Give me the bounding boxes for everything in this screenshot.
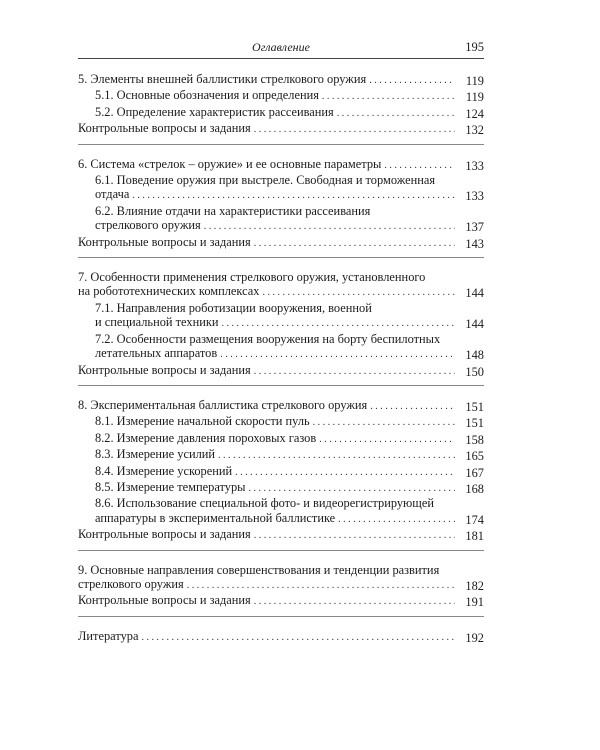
toc-page-number: 167 [465,465,484,480]
toc-section [78,398,484,551]
toc-page [78,40,484,657]
toc-subsection-entry[interactable] [78,301,484,332]
toc-subsection-entry[interactable] [78,414,484,430]
dot-leader [254,235,455,251]
toc-entry-text: 8.4. Измерение ускорений [95,463,233,478]
toc-subsection-entry[interactable] [78,88,484,104]
toc-page-number: 148 [465,348,484,363]
toc-subsection-entry[interactable] [78,464,484,480]
toc-page-number: 124 [465,106,484,121]
toc-entry-text: 6.1. Поведение оружия при выстреле. Свободная и торможенная [95,173,436,188]
toc-entry-text: отдача [95,187,130,202]
toc-page-number: 158 [465,432,484,447]
dot-leader [218,447,455,463]
toc-entry-text: 8. Экспериментальная баллистика стрелкового оружия [78,397,368,412]
dot-leader [369,72,455,88]
table-of-contents [78,72,484,645]
toc-subsection-entry[interactable] [78,480,484,496]
toc-section [78,629,484,645]
dot-leader [235,464,455,480]
toc-page-number: 144 [465,286,484,301]
toc-section [78,563,484,617]
toc-page-number: 132 [465,123,484,138]
toc-entry-text: 8.5. Измерение температуры [95,479,246,494]
header-rule [78,58,484,59]
dot-leader [187,577,455,593]
toc-entry-text: и специальной техники [95,315,219,330]
dot-leader [204,218,455,234]
toc-page-number: 182 [465,578,484,593]
toc-page-number: 168 [465,481,484,496]
toc-page-number: 165 [465,449,484,464]
toc-page-number: 143 [465,236,484,251]
toc-chapter-entry[interactable] [78,563,484,594]
toc-entry-text: Контрольные вопросы и задания [78,121,251,136]
toc-entry-text: 5.1. Основные обозначения и определения [95,88,319,103]
toc-page-number: 191 [465,595,484,610]
toc-subsection-entry[interactable] [78,447,484,463]
dot-leader [221,315,455,331]
toc-entry-text: летательных аппаратов [95,346,218,361]
toc-page-number: 151 [465,416,484,431]
toc-entry-text: 7.1. Направления роботизации вооружения, военной [95,300,372,315]
toc-entry-text: 9. Основные направления совершенствования и тенденции развития [78,562,440,577]
toc-entry-text: Контрольные вопросы и задания [78,593,251,608]
toc-page-number: 144 [465,317,484,332]
toc-entry-text: Контрольные вопросы и задания [78,362,251,377]
toc-subsection-entry[interactable] [78,204,484,235]
dot-leader [254,121,455,137]
dot-leader [254,593,455,609]
toc-subsection-entry[interactable] [78,332,484,363]
toc-section [78,270,484,386]
dot-leader [263,284,456,300]
dot-leader [319,431,455,447]
toc-page-number: 133 [465,158,484,173]
toc-page-number: 150 [465,364,484,379]
toc-section [78,72,484,145]
dot-leader [322,88,455,104]
toc-entry-text: 5. Элементы внешней баллистики стрелкового оружия [78,72,367,86]
toc-entry-text: 5.2. Определение характеристик рассеивания [95,104,334,119]
dot-leader [220,346,455,362]
toc-chapter-entry[interactable] [78,157,484,173]
toc-page-number: 137 [465,220,484,235]
toc-entry-text: 6. Система «стрелок – оружие» и ее основные параметры [78,156,382,171]
toc-entry-text: на робототехнических комплексах [78,284,260,299]
toc-page-number: 133 [465,189,484,204]
toc-entry[interactable] [78,593,484,609]
toc-section [78,157,484,258]
toc-entry-text: 8.1. Измерение начальной скорости пуль [95,414,310,429]
dot-leader [132,187,455,203]
toc-entry-text: Литература [78,628,139,643]
toc-page-number: 192 [465,630,484,645]
toc-entry[interactable] [78,363,484,379]
toc-page-number: 119 [465,74,484,88]
toc-entry-text: Контрольные вопросы и задания [78,527,251,542]
dot-leader [254,527,455,543]
toc-entry[interactable] [78,629,484,645]
toc-entry-text: 7.2. Особенности размещения вооружения на борту беспилотных [95,331,441,346]
dot-leader [248,480,455,496]
toc-entry-text: 8.2. Измерение давления пороховых газов [95,430,317,445]
dot-leader [370,398,455,414]
toc-entry[interactable] [78,121,484,137]
dot-leader [141,629,455,645]
toc-page-number: 151 [465,399,484,414]
running-title: Оглавление [252,40,310,54]
toc-entry-text: 7. Особенности применения стрелкового оружия, установленного [78,270,426,285]
page-number: 195 [465,40,484,54]
dot-leader [254,363,455,379]
toc-chapter-entry[interactable] [78,398,484,414]
toc-page-number: 174 [465,512,484,527]
toc-entry-text: аппаратуры в экспериментальной баллистике [95,510,336,525]
toc-chapter-entry[interactable] [78,270,484,301]
toc-entry-text: 8.6. Использование специальной фото- и видеорегистрирующей [95,496,434,511]
dot-leader [338,511,455,527]
toc-subsection-entry[interactable] [78,496,484,527]
toc-entry-text: стрелкового оружия [78,576,184,591]
toc-subsection-entry[interactable] [78,431,484,447]
toc-entry-text: 8.3. Измерение усилий [95,447,216,462]
toc-entry[interactable] [78,235,484,251]
toc-page-number: 119 [465,90,484,105]
toc-subsection-entry[interactable] [78,173,484,204]
toc-entry[interactable] [78,527,484,543]
dot-leader [337,105,455,121]
dot-leader [313,414,455,430]
toc-chapter-entry[interactable] [78,72,484,88]
running-head [78,40,484,58]
dot-leader [384,157,455,173]
toc-subsection-entry[interactable] [78,105,484,121]
toc-entry-text: Контрольные вопросы и задания [78,234,251,249]
toc-entry-text: 6.2. Влияние отдачи на характеристики рассеивания [95,203,371,218]
toc-page-number: 181 [465,529,484,544]
toc-entry-text: стрелкового оружия [95,218,201,233]
